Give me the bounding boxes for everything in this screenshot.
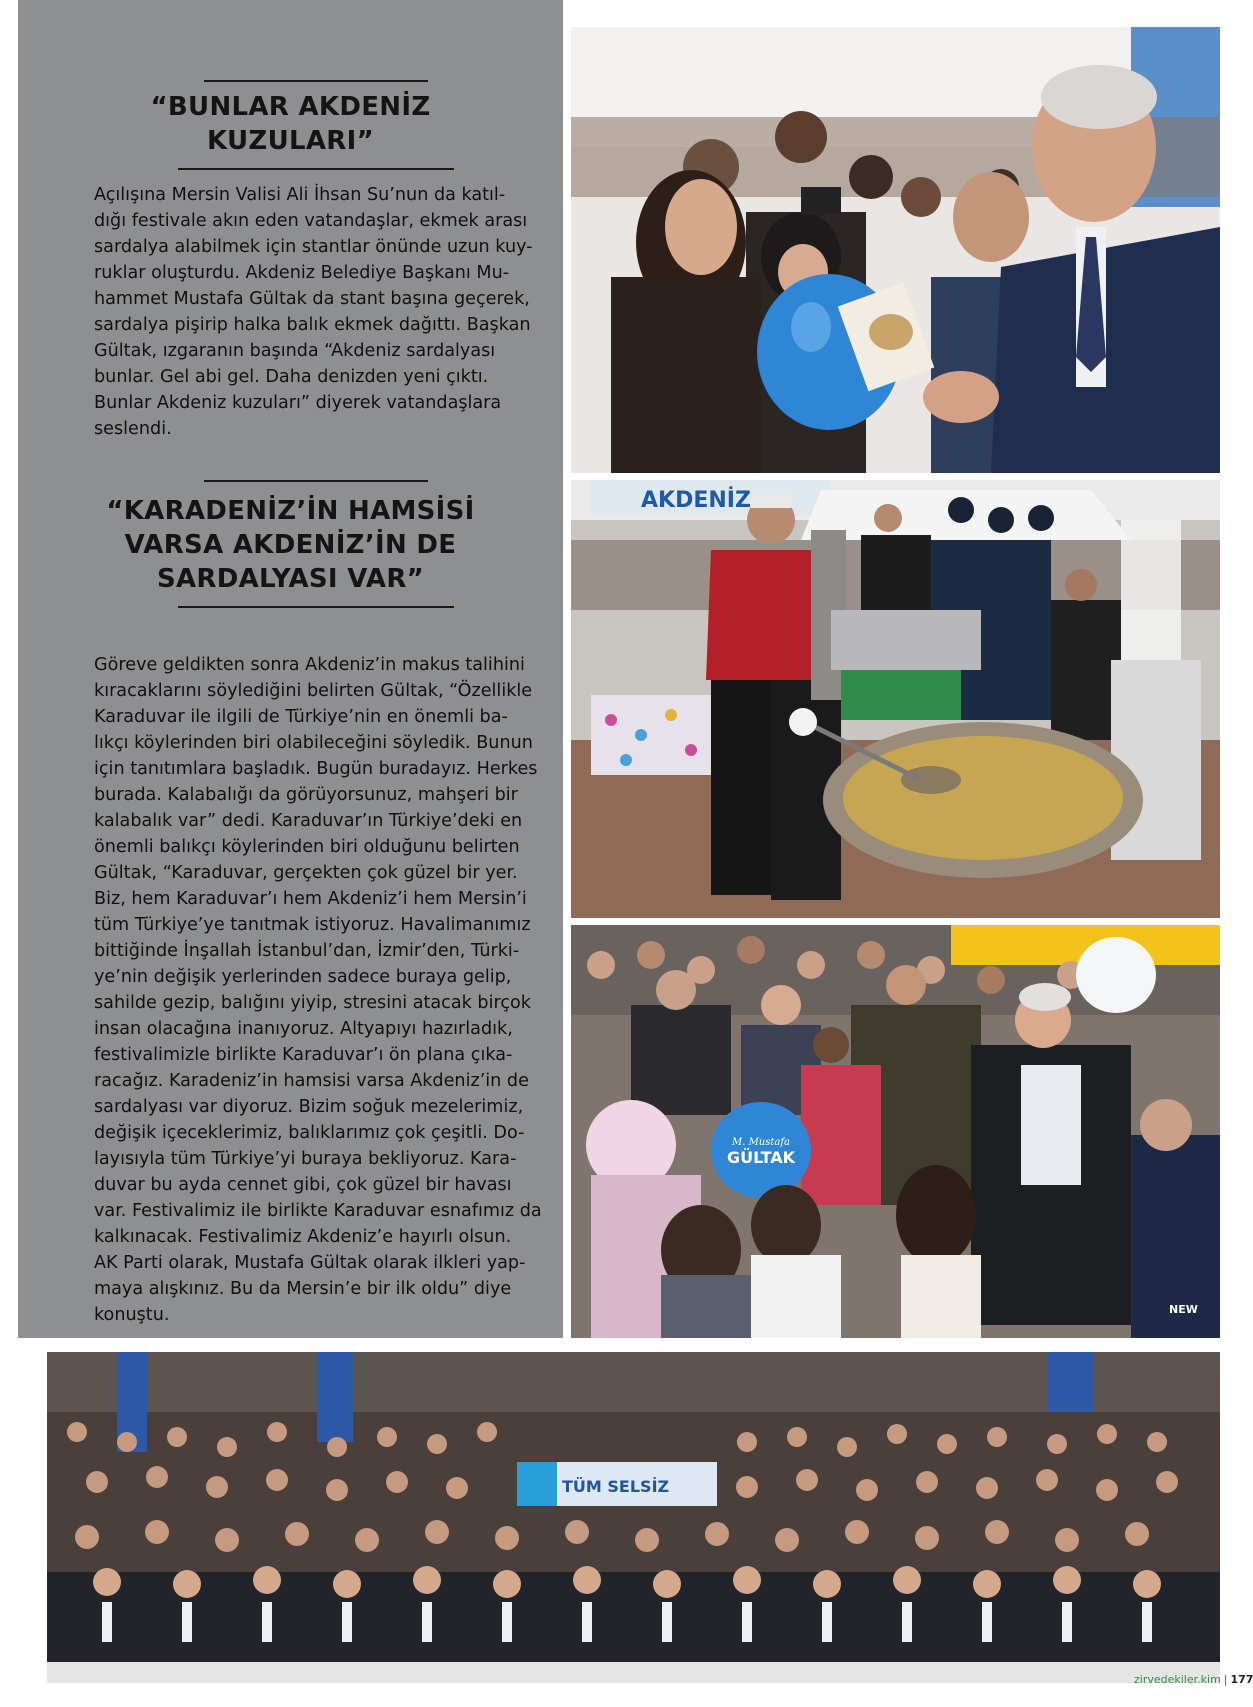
body-line: sardalya pişirip halka balık ekmek dağıttı. Başkan	[94, 315, 531, 335]
balloon-text-name: GÜLTAK	[726, 1148, 796, 1167]
body-line: tüm Türkiye’ye tanıtmak istiyoruz. Havalimanımız	[94, 915, 531, 935]
banner-text: TÜM SELSİZ	[562, 1477, 670, 1496]
body-line: festivalimizle birlikte Karaduvar’ı ön plana çıka-	[94, 1045, 513, 1065]
body-line: Açılışına Mersin Valisi Ali İhsan Su’nun da katıl-	[94, 185, 506, 205]
body-line: Gültak, ızgaranın başında “Akdeniz sardalyası	[94, 341, 496, 361]
body-line: AK Parti olarak, Mustafa Gültak olarak ilkleri yap-	[94, 1253, 526, 1273]
body-line: Göreve geldikten sonra Akdeniz’in makus talihini	[94, 655, 525, 675]
heading-rule-top-1	[204, 80, 428, 82]
section-body-1	[94, 182, 564, 442]
heading-rule-bottom-1	[178, 168, 454, 170]
body-line: burada. Kalabalığı da görüyorsunuz, mahşeri bir	[94, 785, 518, 805]
body-line: sardalya alabilmek için stantlar önünde uzun kuy-	[94, 237, 533, 257]
heading-rule-top-2	[204, 480, 428, 482]
body-line: layısıyla tüm Türkiye’yi buraya bekliyoruz. Kara-	[94, 1149, 517, 1169]
heading-line: “BUNLAR AKDENİZ	[150, 92, 431, 122]
body-line: konuştu.	[94, 1305, 170, 1325]
body-line: var. Festivalimiz ile birlikte Karaduvar esnafımız da	[94, 1201, 542, 1221]
body-line: lıkçı köylerinden biri olabileceğini söyledik. Bunun	[94, 733, 533, 753]
photo-illustration	[571, 27, 1220, 473]
body-line: maya alışkınız. Bu da Mersin’e bir ilk oldu” diye	[94, 1279, 512, 1299]
body-line: değişik içeceklerimiz, balıklarımız çok çeşitli. Do-	[94, 1123, 525, 1143]
article-text-panel	[18, 0, 563, 1338]
photo-illustration	[47, 1352, 1220, 1683]
body-line: Bunlar Akdeniz kuzuları” diyerek vatandaşlara	[94, 393, 502, 413]
site-name: zirvedekiler.kim	[1134, 1673, 1221, 1686]
photo-festival-crowd	[47, 1352, 1220, 1683]
body-line: sardalyası var diyoruz. Bizim soğuk mezelerimiz,	[94, 1097, 524, 1117]
body-line: Karaduvar ile ilgili de Türkiye’nin en önemli ba-	[94, 707, 508, 727]
photo-cooking-fish	[571, 480, 1220, 918]
section-heading-1	[18, 90, 563, 158]
page-footer	[1134, 1673, 1253, 1686]
body-line: için tanıtımlara başladık. Bugün buradayız. Herkes	[94, 759, 538, 779]
balloon-text-script: M. Mustafa	[731, 1137, 791, 1148]
photo-mayor-handing-bread	[571, 27, 1220, 473]
body-line: kalkınacak. Festivalimiz Akdeniz’e hayırlı olsun.	[94, 1227, 512, 1247]
heading-line: KUZULARI”	[207, 126, 374, 156]
body-line: racağız. Karadeniz’in hamsisi varsa Akdeniz’in de	[94, 1071, 529, 1091]
heading-rule-bottom-2	[178, 606, 454, 608]
body-line: hammet Mustafa Gültak da stant başına geçerek,	[94, 289, 530, 309]
tent-sign-text: AKDENİZ	[641, 488, 751, 513]
body-line: seslendi.	[94, 419, 172, 439]
body-line: bittiğinde İnşallah İstanbul’dan, İzmir’den, Türki-	[94, 941, 520, 961]
body-line: kıracaklarını söylediğini belirten Gültak, “Özellikle	[94, 681, 533, 701]
body-line: duvar bu ayda cennet gibi, çok güzel bir havası	[94, 1175, 512, 1195]
body-line: sahilde gezip, balığını yiyip, stresini atacak birçok	[94, 993, 531, 1013]
section-heading-2	[18, 494, 563, 596]
photo-mayor-with-children	[571, 925, 1220, 1338]
heading-line: “KARADENİZ’İN HAMSİSİ	[106, 496, 475, 526]
body-line: kalabalık var” dedi. Karaduvar’ın Türkiye’deki en	[94, 811, 523, 831]
heading-line: VARSA AKDENİZ’İN DE	[124, 530, 457, 560]
shirt-text: NEW	[1169, 1303, 1198, 1316]
body-line: Biz, hem Karaduvar’ı hem Akdeniz’i hem Mersin’i	[94, 889, 527, 909]
body-line: ruklar oluşturdu. Akdeniz Belediye Başkanı Mu-	[94, 263, 510, 283]
section-body-2	[94, 652, 564, 1328]
body-line: insan olacağına inanıyoruz. Altyapıyı hazırladık,	[94, 1019, 513, 1039]
photo-illustration	[571, 480, 1220, 918]
photo-illustration	[571, 925, 1220, 1338]
body-line: dığı festivale akın eden vatandaşlar, ekmek arası	[94, 211, 528, 231]
body-line: bunlar. Gel abi gel. Daha denizden yeni çıktı.	[94, 367, 489, 387]
page-number: 177	[1230, 1673, 1253, 1686]
heading-line: SARDALYASI VAR”	[156, 564, 425, 594]
body-line: önemli balıkçı köylerinden biri olduğunu belirten	[94, 837, 520, 857]
footer-separator: |	[1223, 1673, 1228, 1686]
body-line: ye’nin değişik yerlerinden sadece buraya gelip,	[94, 967, 512, 987]
body-line: Gültak, “Karaduvar, gerçekten çok güzel bir yer.	[94, 863, 518, 883]
